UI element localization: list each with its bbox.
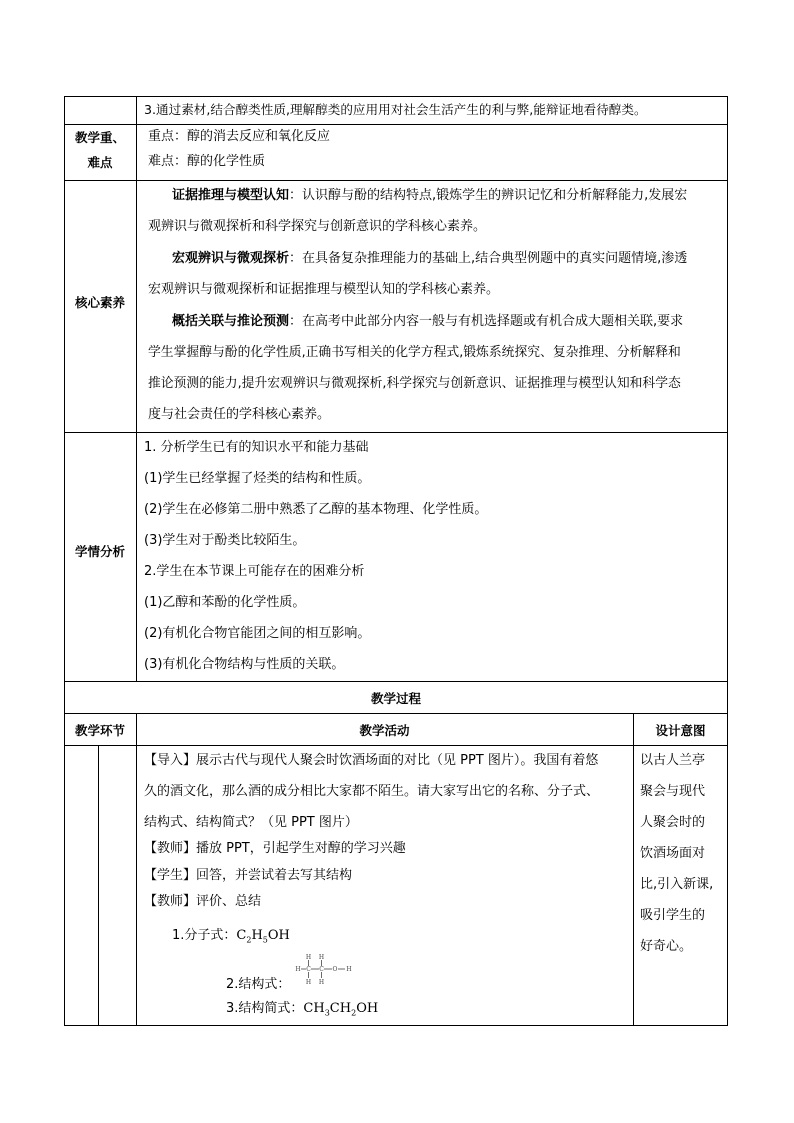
activity-line: 【学生】回答，并尝试着去写其结构	[144, 868, 353, 883]
intent-line: 饮酒场面对	[640, 846, 706, 861]
intent-line: 人聚会时的	[640, 815, 706, 830]
literacy-p3-head: 概括关联与推论预测	[172, 314, 290, 329]
activity-line: 【教师】评价、总结	[144, 894, 262, 909]
table-line	[98, 745, 99, 1025]
difficulty-point: 难点：醇的化学性质	[148, 154, 266, 169]
key-point: 重点：醇的消去反应和氧化反应	[148, 129, 331, 144]
table-line	[64, 745, 728, 746]
key-points-label-2: 难点	[87, 155, 113, 170]
student-analysis-label: 学情分析	[74, 544, 125, 559]
student-item: (2)学生在必修第二册中熟悉了乙醇的基本物理、化学性质。	[144, 502, 488, 517]
intent-line: 比,引入新课,	[640, 877, 714, 892]
formula-structural-label: 2.结构式：	[226, 977, 291, 992]
svg-text:H: H	[295, 966, 301, 973]
literacy-p2-line1: 宏观辨识与微观探析：在具备复杂推理能力的基础上,结合典型例题中的真实问题情境,渗透	[172, 251, 688, 266]
activity-line: 久的酒文化，那么酒的成分相比大家都不陌生。请大家写出它的名称、分子式、	[144, 784, 600, 799]
condensed-formula: $CH_3CH_2OH$	[303, 1001, 379, 1018]
student-item: 1. 分析学生已有的知识水平和能力基础	[144, 440, 369, 455]
svg-text:C: C	[306, 966, 311, 973]
col-intent-header: 设计意图	[655, 723, 706, 738]
core-literacy-label: 核心素养	[74, 295, 125, 310]
table-line	[64, 1025, 728, 1026]
svg-text:H: H	[346, 966, 352, 973]
lesson-plan-table	[64, 96, 728, 1026]
table-line	[633, 713, 634, 1025]
ethanol-structural-formula	[292, 952, 358, 986]
activity-line: 【导入】展示古代与现代人聚会时饮酒场面的对比（见 PPT 图片）。我国有着悠	[144, 753, 599, 768]
student-item: (1)学生已经掌握了烃类的结构和性质。	[144, 471, 371, 486]
process-title: 教学过程	[370, 691, 421, 706]
literacy-p1-line1: 证据推理与模型认知：认识醇与酚的结构特点,锻炼学生的辨识记忆和分析解释能力,发展宏	[172, 188, 688, 203]
svg-text:H: H	[305, 954, 312, 961]
svg-text:H: H	[305, 979, 312, 986]
literacy-p3-line2: 学生掌握醇与酚的化学性质,正确书写相关的化学方程式,锻炼系统探究、复杂推理、分析解释和	[148, 345, 681, 360]
svg-text:O: O	[332, 966, 338, 973]
table-line	[136, 713, 137, 1025]
goal-line-3: 3.通过素材,结合醇类性质,理解醇类的应用用对社会生活产生的利与弊,能辩证地看待醇类。	[144, 102, 647, 117]
table-line	[64, 432, 728, 433]
literacy-p3-line4: 度与社会责任的学科核心素养。	[148, 407, 331, 422]
svg-text:H: H	[318, 954, 325, 961]
student-item: (3)有机化合物结构与性质的关联。	[144, 657, 345, 672]
col-stage-header: 教学环节	[74, 723, 125, 738]
literacy-p1-head: 证据推理与模型认知	[172, 188, 290, 203]
key-points-label-1: 教学重、	[74, 130, 125, 145]
table-line	[64, 681, 728, 682]
table-line	[64, 180, 728, 181]
literacy-p1-line2: 观辨识与微观探析和科学探究与创新意识的学科核心素养。	[148, 219, 487, 234]
svg-text:H: H	[318, 979, 325, 986]
intent-line: 以古人兰亭	[640, 753, 706, 768]
table-line	[64, 96, 65, 1026]
student-item: 2.学生在本节课上可能存在的困难分析	[144, 564, 365, 579]
intent-line: 好奇心。	[640, 939, 693, 954]
table-line	[64, 713, 728, 714]
molecular-formula: $C_2H_5OH$	[236, 928, 290, 945]
svg-text:C: C	[319, 966, 324, 973]
table-line	[727, 96, 728, 1026]
formula-molecular: 1.分子式：$C_2H_5OH$	[172, 928, 290, 945]
formula-condensed: 3.结构简式：$CH_3CH_2OH$	[226, 1001, 379, 1018]
literacy-p3-line1: 概括关联与推论预测：在高考中此部分内容一般与有机选择题或有机合成大题相关联,要求	[172, 314, 684, 329]
table-line	[64, 96, 728, 97]
activity-line: 【教师】播放 PPT，引起学生对醇的学习兴趣	[144, 841, 406, 856]
col-activity-header: 教学活动	[359, 723, 410, 738]
activity-line: 结构式、结构简式？（见 PPT 图片）	[144, 815, 358, 830]
literacy-p3-line3: 推论预测的能力,提升宏观辨识与微观探析,科学探究与创新意识、证据推理与模型认知和科学态	[148, 376, 681, 391]
table-line	[64, 124, 728, 125]
student-item: (3)学生对于酚类比较陌生。	[144, 533, 306, 548]
intent-line: 聚会与现代	[640, 784, 706, 799]
table-line	[136, 96, 137, 681]
student-item: (2)有机化合物官能团之间的相互影响。	[144, 626, 371, 641]
intent-line: 吸引学生的	[640, 908, 706, 923]
student-item: (1)乙醇和苯酚的化学性质。	[144, 595, 306, 610]
literacy-p2-line2: 宏观辨识与微观探析和证据推理与模型认知的学科核心素养。	[148, 282, 500, 297]
literacy-p2-head: 宏观辨识与微观探析	[172, 251, 290, 266]
